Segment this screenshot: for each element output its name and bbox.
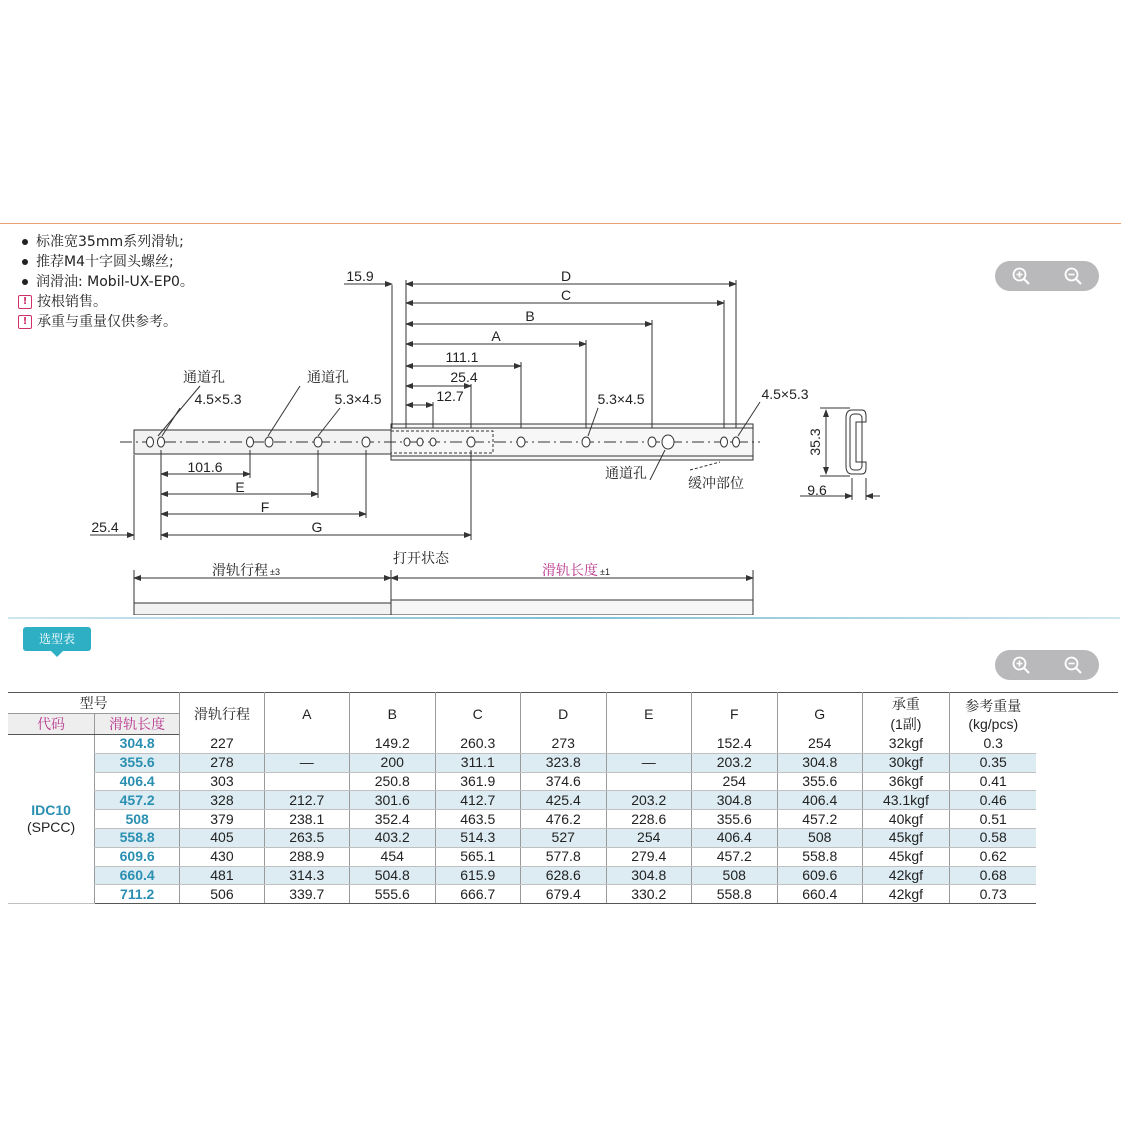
rail-length-cell: 457.2 [95, 791, 180, 810]
table-cell: 227 [180, 735, 265, 754]
header-c: C [435, 693, 520, 735]
note-item: 润滑油: Mobil-UX-EP0。 [18, 272, 194, 292]
table-cell [606, 735, 691, 754]
note-item: 推荐M4十字圆头螺丝; [18, 252, 194, 272]
table-row [8, 753, 1118, 772]
dim-25-4: 25.4 [91, 519, 119, 535]
zoom-in-icon[interactable] [1010, 654, 1032, 676]
table-cell [264, 772, 349, 791]
label-channel-hole: 通道孔 [307, 369, 349, 385]
header-load: 承重 (1副) [862, 693, 949, 735]
label-slot: 5.3×4.5 [597, 391, 645, 407]
label-channel-hole: 通道孔 [605, 465, 647, 481]
table-cell: 615.9 [435, 866, 520, 885]
rail-length-cell: 558.8 [95, 828, 180, 847]
dim-e: E [235, 479, 245, 495]
dim-c: C [560, 287, 572, 303]
table-cell: 374.6 [520, 772, 606, 791]
table-cell: 238.1 [264, 810, 349, 829]
table-cell: 288.9 [264, 847, 349, 866]
table-row [8, 810, 1118, 829]
label-travel: 滑轨行程 [212, 562, 268, 578]
table-cell: — [264, 753, 349, 772]
header-model: 型号 [8, 693, 180, 714]
table-cell: 506 [180, 885, 265, 904]
table-cell: 212.7 [264, 791, 349, 810]
table-cell: 254 [777, 735, 862, 754]
table-cell: 457.2 [691, 847, 777, 866]
table-cell: 558.8 [777, 847, 862, 866]
warning-item: ! 按根销售。 [18, 292, 194, 312]
table-cell: 361.9 [435, 772, 520, 791]
table-cell: 555.6 [349, 885, 435, 904]
table-cell: 430 [180, 847, 265, 866]
table-cell: 379 [180, 810, 265, 829]
table-cell: 0.58 [950, 828, 1037, 847]
table-cell: 254 [606, 828, 691, 847]
rail-length-cell: 406.4 [95, 772, 180, 791]
warning-icon: ! [18, 315, 32, 329]
table-cell: 679.4 [520, 885, 606, 904]
table-cell: 508 [691, 866, 777, 885]
table-cell: 304.8 [691, 791, 777, 810]
table-cell: 228.6 [606, 810, 691, 829]
table-cell: 250.8 [349, 772, 435, 791]
label-length: 滑轨长度 [542, 562, 598, 578]
header-rail-length: 滑轨长度 [95, 714, 180, 735]
warning-item: ! 承重与重量仅供参考。 [18, 312, 194, 332]
table-cell: 339.7 [264, 885, 349, 904]
rail-length-cell: 508 [95, 810, 180, 829]
table-cell [264, 735, 349, 754]
table-cell: 45kgf [862, 828, 949, 847]
table-cell: 412.7 [435, 791, 520, 810]
table-cell: 628.6 [520, 866, 606, 885]
table-cell: 476.2 [520, 810, 606, 829]
table-cell: 558.8 [691, 885, 777, 904]
table-cell [606, 772, 691, 791]
table-cell: 0.41 [950, 772, 1037, 791]
table-cell: 30kgf [862, 753, 949, 772]
label-buffer: 缓冲部位 [688, 475, 744, 491]
table-cell: 352.4 [349, 810, 435, 829]
table-zoom-controls [995, 650, 1099, 680]
section-divider [8, 617, 1120, 619]
table-cell: 278 [180, 753, 265, 772]
table-cell: 273 [520, 735, 606, 754]
table-cell: 463.5 [435, 810, 520, 829]
table-cell: 203.2 [691, 753, 777, 772]
table-cell: 304.8 [777, 753, 862, 772]
table-cell: 32kgf [862, 735, 949, 754]
table-cell: 508 [777, 828, 862, 847]
table-cell: 405 [180, 828, 265, 847]
header-f: F [691, 693, 777, 735]
table-cell: 609.6 [777, 866, 862, 885]
table-cell: 0.68 [950, 866, 1037, 885]
header-code: 代码 [8, 714, 95, 735]
table-cell: 0.62 [950, 847, 1037, 866]
dim-101-6: 101.6 [187, 459, 223, 475]
table-cell: 481 [180, 866, 265, 885]
table-cell: 301.6 [349, 791, 435, 810]
dim-15-9: 15.9 [346, 268, 374, 284]
table-cell: 406.4 [777, 791, 862, 810]
label-slot: 5.3×4.5 [334, 391, 382, 407]
table-cell: 303 [180, 772, 265, 791]
table-row [8, 828, 1118, 847]
rail-length-cell: 711.2 [95, 885, 180, 904]
table-cell: 0.3 [950, 735, 1037, 754]
table-cell: 314.3 [264, 866, 349, 885]
table-cell: 0.51 [950, 810, 1037, 829]
table-cell: 45kgf [862, 847, 949, 866]
table-row [8, 866, 1118, 885]
table-cell: 43.1kgf [862, 791, 949, 810]
top-rule [0, 223, 1121, 224]
table-cell: — [606, 753, 691, 772]
label-slot: 4.5×5.3 [194, 391, 242, 407]
table-cell: 660.4 [777, 885, 862, 904]
selection-table-tag: 选型表 [23, 627, 91, 651]
table-row [8, 885, 1118, 904]
dim-12-7: 12.7 [436, 388, 464, 404]
table-cell: 577.8 [520, 847, 606, 866]
table-cell: 311.1 [435, 753, 520, 772]
table-cell: 454 [349, 847, 435, 866]
table-cell: 42kgf [862, 866, 949, 885]
table-row [8, 772, 1118, 791]
label-slot: 4.5×5.3 [761, 386, 809, 402]
table-cell: 527 [520, 828, 606, 847]
table-cell: 323.8 [520, 753, 606, 772]
label-travel-tol: ±3 [270, 567, 280, 577]
table-cell: 565.1 [435, 847, 520, 866]
label-open-state: 打开状态 [393, 550, 449, 566]
dim-111-1: 111.1 [445, 349, 479, 365]
table-cell: 328 [180, 791, 265, 810]
header-weight: 参考重量 (kg/pcs) [950, 693, 1037, 735]
table-cell: 149.2 [349, 735, 435, 754]
rail-length-cell: 304.8 [95, 735, 180, 754]
table-cell: 406.4 [691, 828, 777, 847]
table-cell: 0.46 [950, 791, 1037, 810]
table-cell: 254 [691, 772, 777, 791]
table-cell: 355.6 [777, 772, 862, 791]
label-channel-hole: 通道孔 [183, 369, 225, 385]
table-cell: 279.4 [606, 847, 691, 866]
table-cell: 504.8 [349, 866, 435, 885]
table-cell: 457.2 [777, 810, 862, 829]
dim-9-6: 9.6 [807, 482, 827, 498]
table-cell: 40kgf [862, 810, 949, 829]
table-cell: 355.6 [691, 810, 777, 829]
dim-d: D [560, 268, 572, 284]
table-row [8, 735, 1118, 754]
spec-table [8, 692, 1118, 904]
table-cell: 0.73 [950, 885, 1037, 904]
dim-g: G [311, 519, 323, 535]
table-cell: 666.7 [435, 885, 520, 904]
header-e: E [606, 693, 691, 735]
note-item: 标准宽35mm系列滑轨; [18, 232, 194, 252]
rail-length-cell: 609.6 [95, 847, 180, 866]
table-cell: 263.5 [264, 828, 349, 847]
table-row [8, 791, 1118, 810]
table-row [8, 847, 1118, 866]
zoom-out-icon[interactable] [1062, 654, 1084, 676]
rail-length-cell: 660.4 [95, 866, 180, 885]
header-a: A [264, 693, 349, 735]
dim-b: B [525, 308, 535, 324]
table-cell: 42kgf [862, 885, 949, 904]
table-cell: 330.2 [606, 885, 691, 904]
table-cell: 403.2 [349, 828, 435, 847]
table-cell: 152.4 [691, 735, 777, 754]
table-cell: 200 [349, 753, 435, 772]
table-cell: 425.4 [520, 791, 606, 810]
table-cell: 0.35 [950, 753, 1037, 772]
table-cell: 36kgf [862, 772, 949, 791]
dim-25-4-top: 25.4 [450, 369, 478, 385]
slide-rail-drawing [0, 255, 1121, 615]
dim-a: A [491, 328, 501, 344]
table-cell: 203.2 [606, 791, 691, 810]
header-travel: 滑轨行程 [180, 693, 265, 735]
header-g: G [777, 693, 862, 735]
header-b: B [349, 693, 435, 735]
table-cell: 514.3 [435, 828, 520, 847]
dim-35-3: 35.3 [807, 428, 823, 456]
header-d: D [520, 693, 606, 735]
warning-icon: ! [18, 295, 32, 309]
rail-length-cell: 355.6 [95, 753, 180, 772]
table-cell: 260.3 [435, 735, 520, 754]
model-code: IDC10 (SPCC) [8, 735, 95, 904]
table-cell: 304.8 [606, 866, 691, 885]
dim-f: F [260, 499, 270, 515]
label-length-tol: ±1 [600, 567, 610, 577]
